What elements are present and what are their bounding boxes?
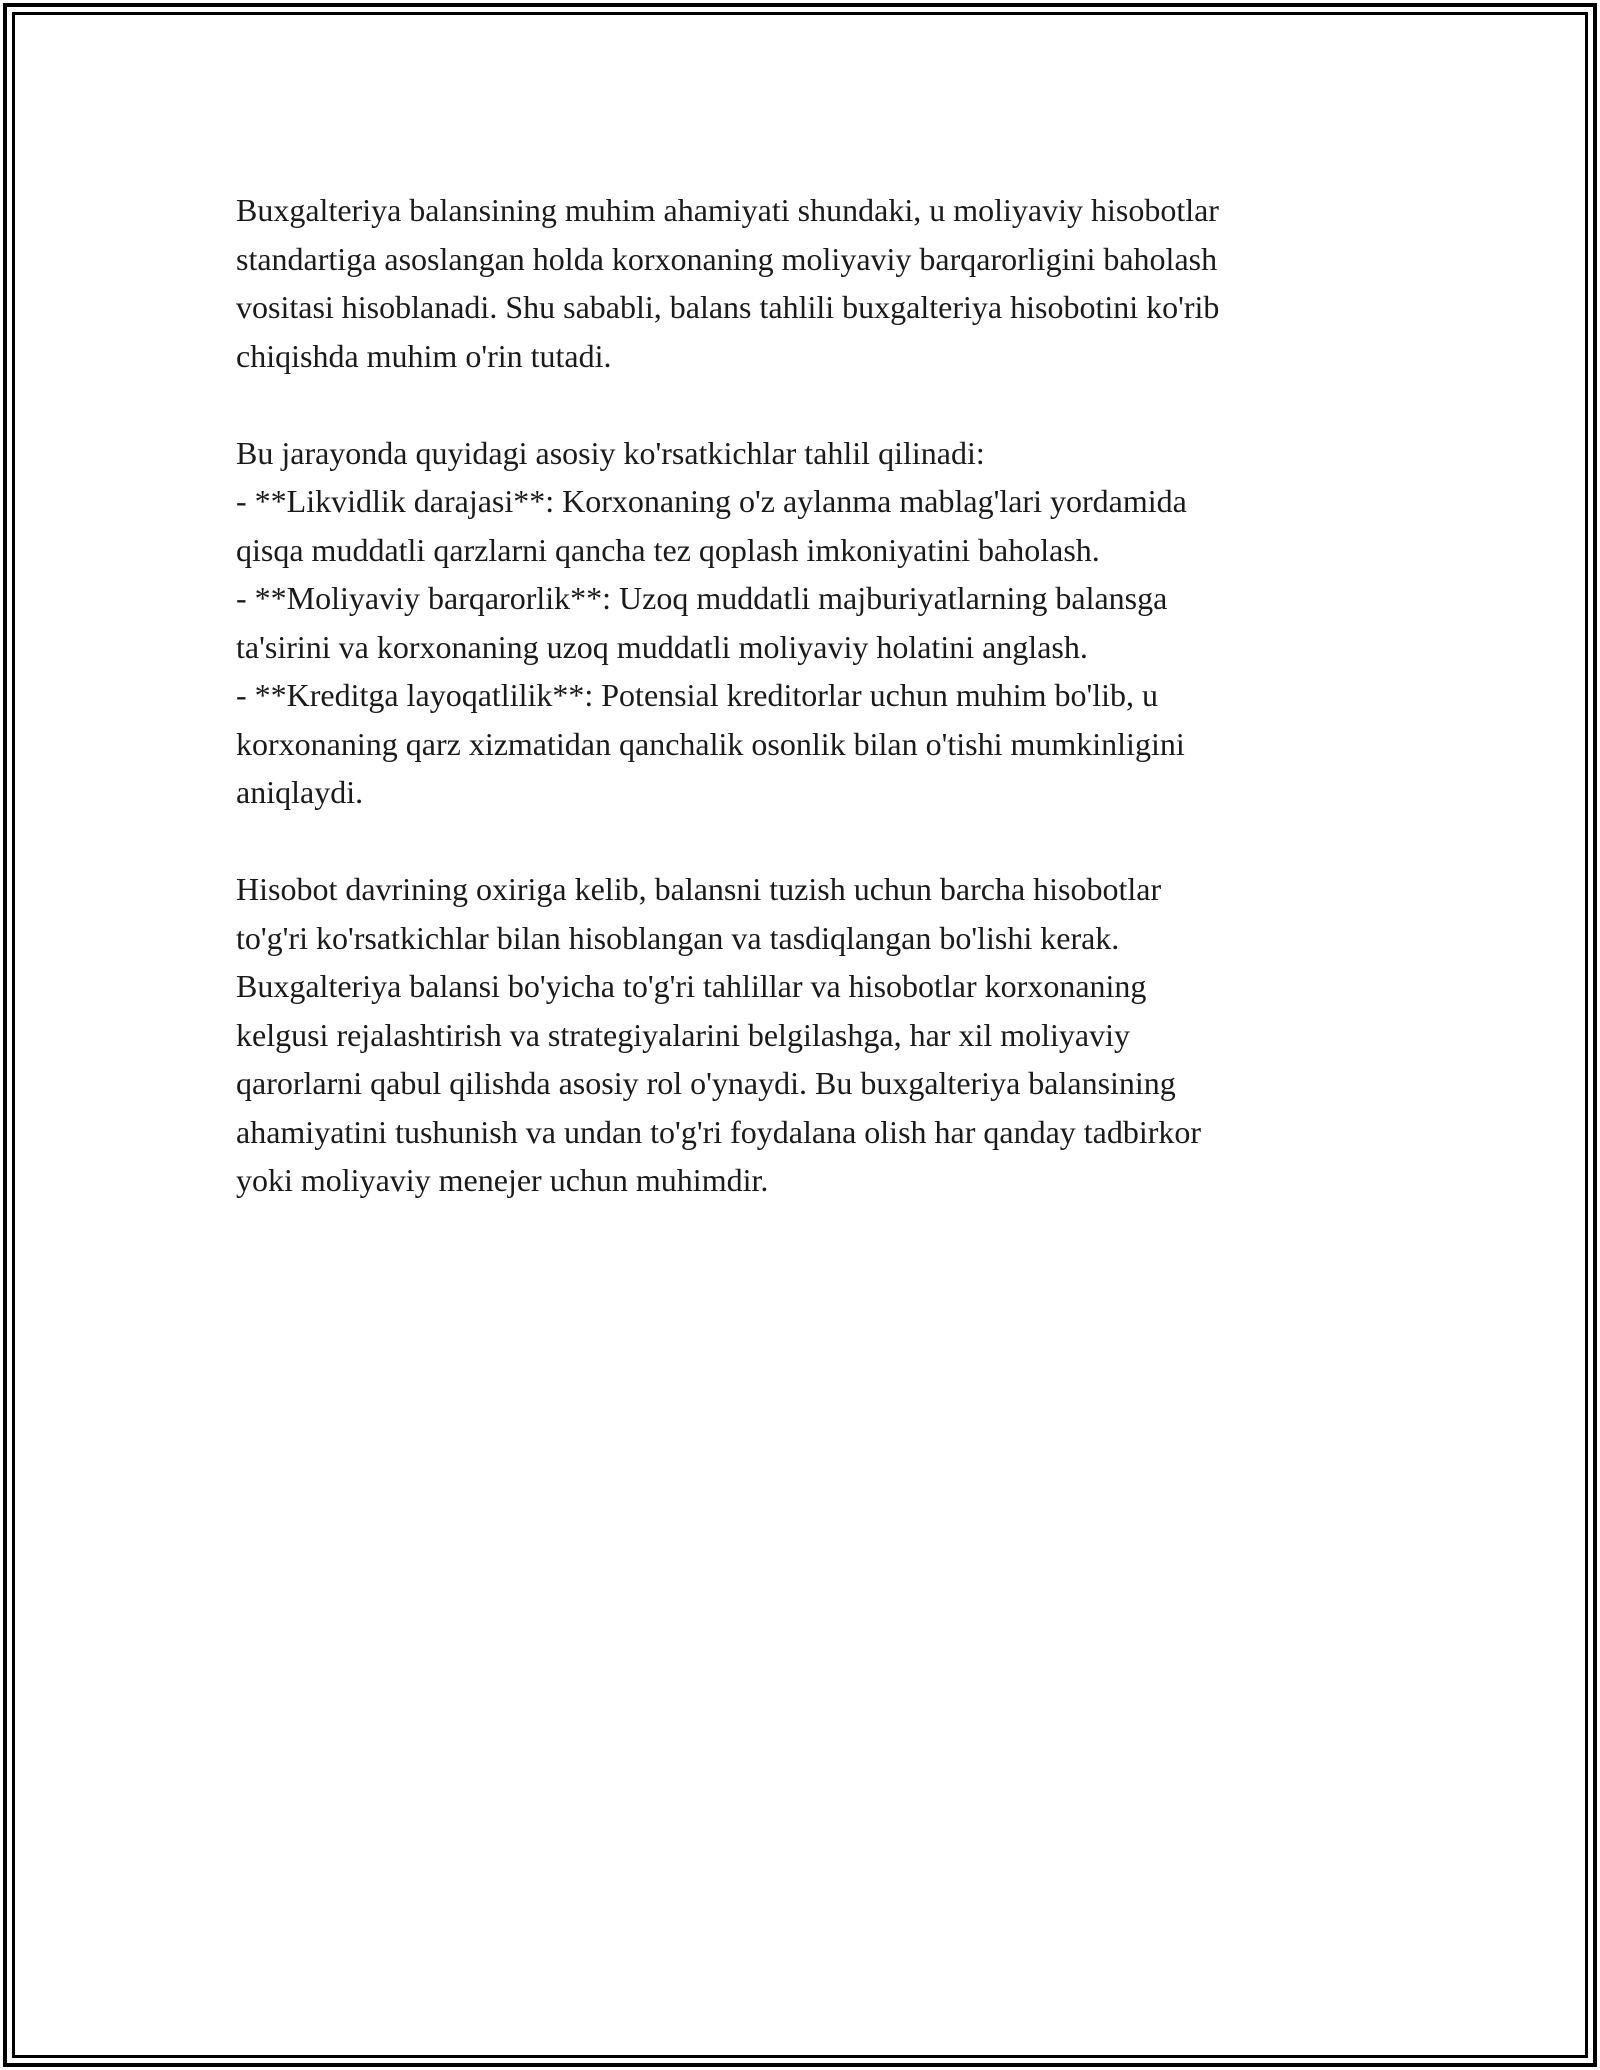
- paragraph-indicators-list: Bu jarayonda quyidagi asosiy ko'rsatkichlar tahlil qilinadi: - **Likvidlik darajasi**: Korxonaning o'z aylanma mablag'lari yordamida qisqa muddatli qarzlarni qancha tez qoplash imkoniyatini baholash. - **Moliyaviy barqarorlik**: Uzoq muddatli majburiyatlarning balansga ta'sirini va korxonaning uzoq muddatli moliyaviy holatini anglash. - **Kreditga layoqatlilik**: Potensial kreditorlar uchun muhim bo'lib, u korxonaning qarz xizmatidan qanchalik osonlik bilan o'tishi mumkinligini aniqlaydi.: [236, 434, 1187, 810]
- paragraph-spacer: [236, 380, 1376, 429]
- paragraph-spacer: [236, 817, 1376, 866]
- paragraph-intro: Buxgalteriya balansining muhim ahamiyati shundaki, u moliyaviy hisobotlar standartiga asoslangan holda korxonaning moliyaviy barqarorligini baholash vositasi hisoblanadi. Shu sababli, balans tahlili buxgalteriya hisobotini ko'rib chiqishda muhim o'rin tutadi.: [236, 192, 1220, 374]
- paragraph-conclusion: Hisobot davrining oxiriga kelib, balansni tuzish uchun barcha hisobotlar to'g'ri ko'rsatkichlar bilan hisoblangan va tasdiqlangan bo'lishi kerak. Buxgalteriya balansi bo'yicha to'g'ri tahlillar va hisobotlar korxonaning kelgusi rejalashtirish va strategiyalarini belgilashga, har xil moliyaviy qarorlarni qabul qilishda asosiy rol o'ynaydi. Bu buxgalteriya balansining ahamiyatini tushunish va undan to'g'ri foydalana olish har qanday tadbirkor yoki moliyaviy menejer uchun muhimdir.: [236, 871, 1202, 1198]
- document-body: [236, 186, 1376, 1205]
